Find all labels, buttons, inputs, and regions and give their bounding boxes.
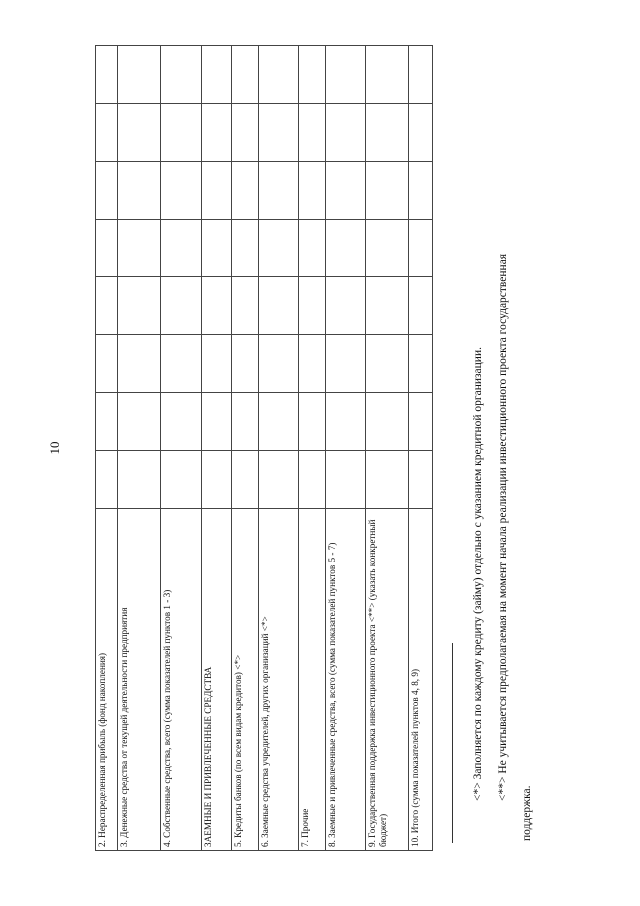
footnotes-wrapper — [440, 45, 550, 851]
table-cell — [366, 335, 409, 393]
table-cell — [299, 103, 326, 161]
table-cell — [326, 393, 366, 451]
table-cell — [366, 277, 409, 335]
table-cell — [326, 103, 366, 161]
table-row — [96, 46, 118, 851]
table-cell — [259, 161, 299, 219]
table-cell — [299, 161, 326, 219]
row-label: 3. Денежные средства от текущей деятельности предприятия — [118, 509, 161, 851]
footnote-1: <*> Заполняется по каждому кредиту (займу) отдельно с указанием кредитной организации. — [472, 347, 484, 801]
table-row — [202, 46, 232, 851]
table-cell — [259, 46, 299, 104]
row-label: 2. Нераспределенная прибыль (фонд накопления) — [96, 509, 118, 851]
table-cell — [202, 451, 232, 509]
table-cell — [161, 103, 202, 161]
table-cell — [118, 277, 161, 335]
table-cell — [96, 219, 118, 277]
table-cell — [232, 161, 259, 219]
table-cell — [259, 219, 299, 277]
table-cell — [259, 277, 299, 335]
table-cell — [202, 277, 232, 335]
row-label: 6. Заемные средства учредителей, других организаций <*> — [259, 509, 299, 851]
table-row — [366, 46, 409, 851]
table-cell — [366, 393, 409, 451]
page-number: 10 — [47, 441, 62, 455]
table-cell — [96, 335, 118, 393]
table-cell — [161, 277, 202, 335]
table-cell — [366, 46, 409, 104]
table-cell — [232, 219, 259, 277]
table-cell — [259, 335, 299, 393]
table-cell — [299, 46, 326, 104]
table-cell — [232, 46, 259, 104]
footnote-2: <**> Не учитывается предполагаемая на момент начала реализации инвестиционного проекта государственная — [497, 253, 509, 801]
table-cell — [118, 161, 161, 219]
table-row — [259, 46, 299, 851]
table-cell — [366, 451, 409, 509]
table-cell — [96, 103, 118, 161]
table-cell — [232, 451, 259, 509]
table-cell — [118, 219, 161, 277]
table-cell — [366, 103, 409, 161]
table-cell — [409, 335, 433, 393]
table-cell — [366, 161, 409, 219]
table-cell — [96, 46, 118, 104]
table-row — [118, 46, 161, 851]
row-label: 9. Государственная поддержка инвестиционного проекта <**> (указать конкретный бюджет) — [366, 509, 409, 851]
table-cell — [202, 335, 232, 393]
table-cell — [202, 161, 232, 219]
table-cell — [96, 393, 118, 451]
table-cell — [118, 46, 161, 104]
table-cell — [299, 335, 326, 393]
table-cell — [326, 277, 366, 335]
table-cell — [202, 219, 232, 277]
financing-table-wrapper — [95, 45, 432, 851]
table-cell — [409, 161, 433, 219]
table-cell — [259, 103, 299, 161]
row-label: 10. Итого (сумма показателей пунктов 4, 8, 9) — [409, 509, 433, 851]
table-cell — [409, 103, 433, 161]
table-row — [409, 46, 433, 851]
table-cell — [299, 219, 326, 277]
table-cell — [232, 277, 259, 335]
table-cell — [161, 335, 202, 393]
table-cell — [299, 451, 326, 509]
table-cell — [118, 451, 161, 509]
table-cell — [96, 451, 118, 509]
table-cell — [202, 46, 232, 104]
table-cell — [326, 161, 366, 219]
table-cell — [299, 393, 326, 451]
table-row — [326, 46, 366, 851]
table-cell — [202, 393, 232, 451]
table-cell — [161, 393, 202, 451]
table-cell — [96, 161, 118, 219]
table-cell — [202, 103, 232, 161]
row-label: 5. Кредиты банков (по всем видам кредитов) <*> — [232, 509, 259, 851]
table-cell — [118, 393, 161, 451]
financing-sources-table — [95, 45, 433, 851]
table-cell — [118, 335, 161, 393]
table-cell — [326, 335, 366, 393]
table-cell — [299, 277, 326, 335]
row-label: ЗАЕМНЫЕ И ПРИВЛЕЧЕННЫЕ СРЕДСТВА — [202, 509, 232, 851]
row-label: 7. Прочие — [299, 509, 326, 851]
table-row — [161, 46, 202, 851]
table-cell — [161, 161, 202, 219]
row-label: 4. Собственные средства, всего (сумма показателей пунктов 1 - 3) — [161, 509, 202, 851]
table-cell — [232, 103, 259, 161]
table-cell — [409, 451, 433, 509]
table-cell — [259, 451, 299, 509]
footnote-separator — [452, 643, 453, 843]
table-cell — [409, 219, 433, 277]
table-cell — [409, 46, 433, 104]
table-cell — [161, 451, 202, 509]
table-cell — [232, 335, 259, 393]
table-cell — [409, 277, 433, 335]
table-cell — [326, 219, 366, 277]
table-cell — [409, 393, 433, 451]
table-cell — [326, 46, 366, 104]
table-cell — [161, 219, 202, 277]
row-label: 8. Заемные и привлеченные средства, всего (сумма показателей пунктов 5 - 7) — [326, 509, 366, 851]
table-cell — [96, 277, 118, 335]
footnote-2-continued: поддержка. — [521, 785, 533, 841]
table-cell — [232, 393, 259, 451]
table-cell — [161, 46, 202, 104]
table-cell — [326, 451, 366, 509]
table-cell — [259, 393, 299, 451]
table-row — [299, 46, 326, 851]
table-cell — [118, 103, 161, 161]
table-cell — [366, 219, 409, 277]
table-row — [232, 46, 259, 851]
